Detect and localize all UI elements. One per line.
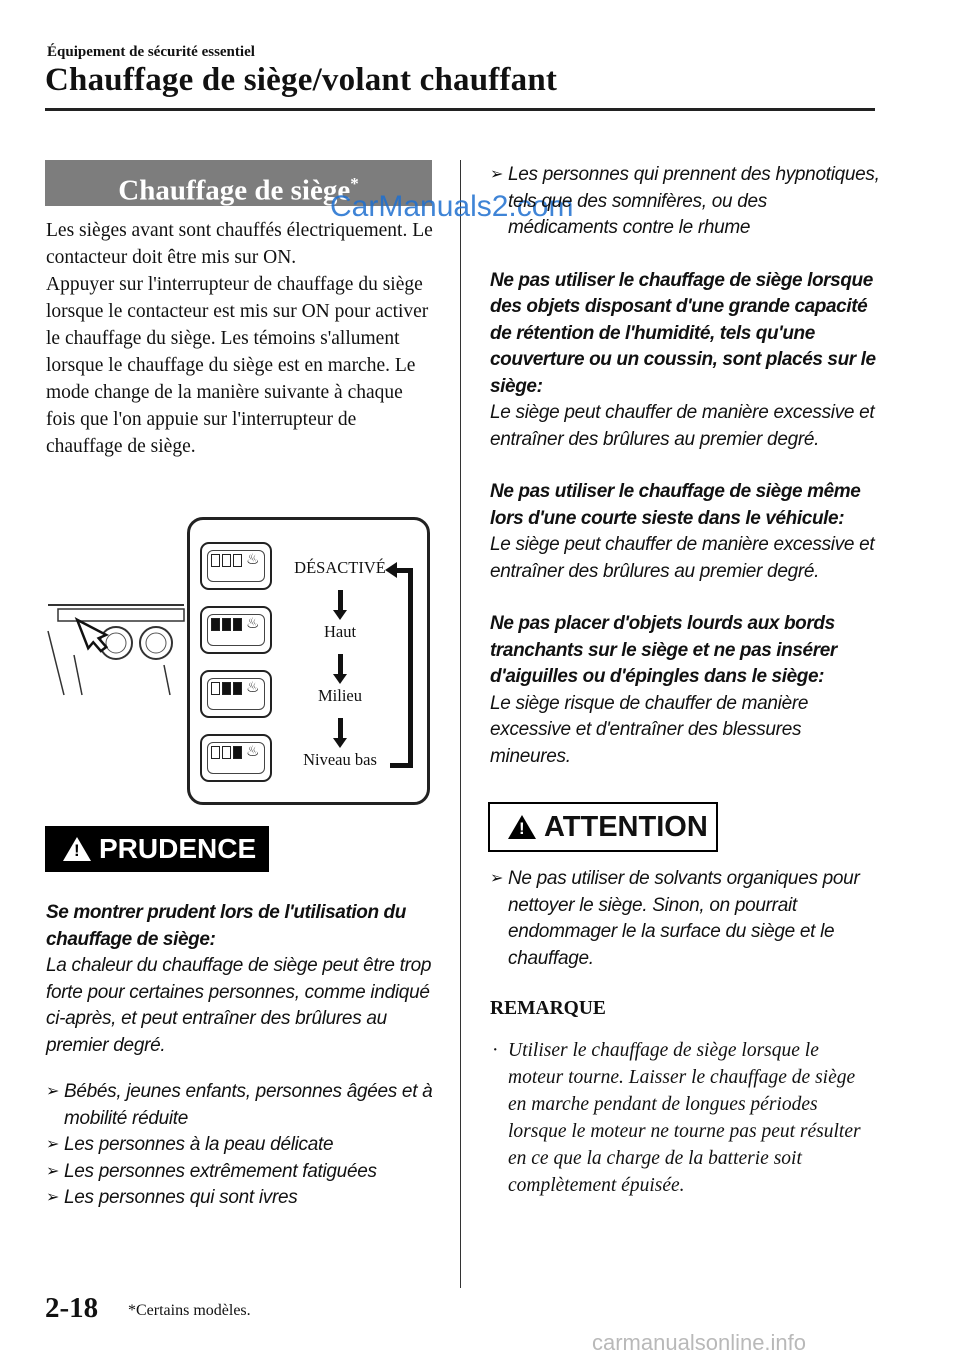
caution-label-box xyxy=(45,826,269,872)
warning-text-3: Le siège risque de chauffer de manière excessive et d'entraîner des blessures mineures. xyxy=(490,692,809,767)
heated-seat-icon: ♨ xyxy=(246,742,260,760)
indicator-led-icon xyxy=(233,682,242,695)
seat-heater-switch-4 xyxy=(200,734,272,782)
indicator-led-icon xyxy=(211,682,220,695)
page-number: 2-18 xyxy=(45,1292,99,1324)
watermark: CarManuals2.com xyxy=(330,190,574,223)
mode-arrow-down-icon xyxy=(338,718,343,740)
attention-label: ATTENTION xyxy=(544,811,708,843)
caution-heading: Se montrer prudent lors de l'utilisation du chauffage de siège: xyxy=(46,902,406,950)
remarque-body xyxy=(490,1037,870,1199)
seat-heater-switch-1 xyxy=(200,542,272,590)
caution-bullet-4: ➢ Les personnes qui sont ivres xyxy=(46,1185,438,1212)
indicator-led-icon xyxy=(211,746,220,759)
intro-paragraph-1: Les sièges avant sont chauffés électriquement. Le contacteur doit être mis sur ON. xyxy=(46,220,433,268)
caution-content xyxy=(46,900,438,1212)
attention-label-box xyxy=(488,802,718,852)
attention-bullet: ➢ Ne pas utiliser de solvants organiques pour nettoyer le siège. Sinon, on pourrait endommager le la surface du siège et le chauffage. xyxy=(490,866,875,972)
indicator-led-icon xyxy=(222,554,231,567)
caution-bullet-5: ➢ Les personnes qui prennent des hypnotiques, tels que des somnifères, ou des médicaments contre le rhume xyxy=(490,162,880,242)
indicator-led-icon xyxy=(222,746,231,759)
seat-heater-switch-2 xyxy=(200,606,272,654)
remarque-text: Utiliser le chauffage de siège lorsque le moteur tourne. Laisser le chauffage de siège en marche pendant de longues périodes lorsque le moteur ne tourne pas peut résulter en ce que la charge de la batterie soit complètement épuisée. xyxy=(508,1040,861,1196)
indicator-led-icon xyxy=(233,618,242,631)
intro-text xyxy=(46,217,434,460)
seat-heater-mode-figure xyxy=(187,517,430,805)
caution-bullet-1: ➢ Bébés, jeunes enfants, personnes âgées et à mobilité réduite xyxy=(46,1079,438,1132)
intro-paragraph-2: Appuyer sur l'interrupteur de chauffage du siège lorsque le contacteur est mis sur ON pour activer le chauffage du siège. Les témoins s'allument lorsque le chauffage du siège est en marche. Le mode change de la manière suivante à chaque fois que l'on appuie sur l'interrupteur de chauffage de siège. xyxy=(46,274,429,457)
caution-label: PRUDENCE xyxy=(99,833,257,864)
cycle-return-top xyxy=(395,568,413,573)
caution-bullet-3: ➢ Les personnes extrêmement fatiguées xyxy=(46,1159,438,1186)
mode-label-1: DÉSACTIVÉ xyxy=(294,558,386,577)
mode-arrow-down-icon xyxy=(338,654,343,676)
attention-content xyxy=(490,866,875,972)
warning-text-1: Le siège peut chauffer de manière excessive et entraîner des brûlures au premier degré. xyxy=(490,402,875,450)
warning-heading-3: Ne pas placer d'objets lourds aux bords tranchants sur le siège et ne pas insérer d'aiguilles ou d'épingles dans le siège: xyxy=(490,613,837,687)
optional-star: * xyxy=(350,174,359,193)
indicator-led-icon xyxy=(222,682,231,695)
heated-seat-icon: ♨ xyxy=(246,550,260,568)
warning-heading-2: Ne pas utiliser le chauffage de siège même lors d'une courte sieste dans le véhicule: xyxy=(490,481,861,529)
dashboard-illustration xyxy=(44,595,190,705)
indicator-led-icon xyxy=(211,554,220,567)
mode-label-3: Milieu xyxy=(318,686,362,705)
warning-triangle-icon: ! xyxy=(508,815,536,839)
indicator-led-icon xyxy=(233,746,242,759)
warning-heading-1: Ne pas utiliser le chauffage de siège lorsque des objets disposant d'une grande capacité de rétention de l'humidité, tels qu'une couverture ou un coussin, sont placés sur le siège: xyxy=(490,269,876,397)
section-title: Chauffage de siège xyxy=(118,174,351,207)
heated-seat-icon: ♨ xyxy=(246,614,260,632)
indicator-led-icon xyxy=(233,554,242,567)
right-warnings xyxy=(490,162,880,770)
header-rule xyxy=(45,108,875,111)
mode-label-2: Haut xyxy=(323,622,357,641)
cycle-return-bar xyxy=(408,568,413,768)
mode-label-4: Niveau bas xyxy=(303,750,377,769)
heated-seat-icon: ♨ xyxy=(246,678,260,696)
section-header: Équipement de sécurité essentiel xyxy=(47,44,255,60)
page-title: Chauffage de siège/volant chauffant xyxy=(45,62,558,98)
seat-heater-switch-3 xyxy=(200,670,272,718)
warning-triangle-icon: ! xyxy=(63,837,91,861)
indicator-led-icon xyxy=(222,618,231,631)
indicator-led-icon xyxy=(211,618,220,631)
remarque-heading: REMARQUE xyxy=(490,998,606,1019)
caution-text: La chaleur du chauffage de siège peut être trop forte pour certaines personnes, comme indiqué ci-après, et peut entraîner des brûlures au premier degré. xyxy=(46,955,432,1056)
site-watermark: carmanualsonline.info xyxy=(592,1330,807,1355)
caution-bullet-2: ➢ Les personnes à la peau délicate xyxy=(46,1132,438,1159)
bullet-dot-icon: · xyxy=(492,1040,499,1061)
column-divider xyxy=(460,160,461,1288)
footnote: *Certains modèles. xyxy=(128,1302,251,1319)
mode-arrow-down-icon xyxy=(338,590,343,612)
warning-text-2: Le siège peut chauffer de manière excessive et entraîner des brûlures au premier degré. xyxy=(490,534,875,582)
